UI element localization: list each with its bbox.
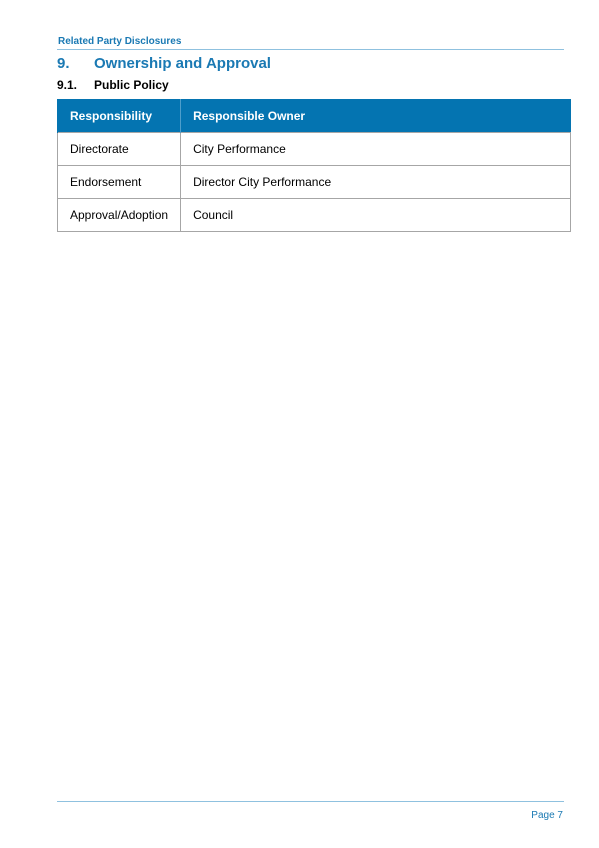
running-header: Related Party Disclosures: [58, 36, 182, 47]
ownership-table: [57, 99, 571, 232]
page-number: Page 7: [531, 810, 563, 821]
header-divider: [57, 49, 564, 50]
subsection-heading: [57, 78, 169, 92]
table-row: [58, 133, 571, 166]
responsibility-cell: Endorsement: [58, 166, 181, 199]
owner-cell: Council: [181, 199, 571, 232]
section-title: Ownership and Approval: [94, 55, 271, 72]
responsibility-cell: Approval/Adoption: [58, 199, 181, 232]
column-header-responsibility: Responsibility: [58, 99, 181, 133]
owner-cell: City Performance: [181, 133, 571, 166]
responsibility-cell: Directorate: [58, 133, 181, 166]
section-heading: [57, 55, 271, 72]
column-header-responsible-owner: Responsible Owner: [181, 99, 571, 133]
footer-divider: [57, 801, 564, 802]
section-number: 9.: [57, 55, 70, 72]
subsection-title: Public Policy: [94, 78, 169, 92]
table-row: [58, 199, 571, 232]
table-header-row: [58, 99, 571, 133]
owner-cell: Director City Performance: [181, 166, 571, 199]
subsection-number: 9.1.: [57, 78, 78, 92]
table-row: [58, 166, 571, 199]
